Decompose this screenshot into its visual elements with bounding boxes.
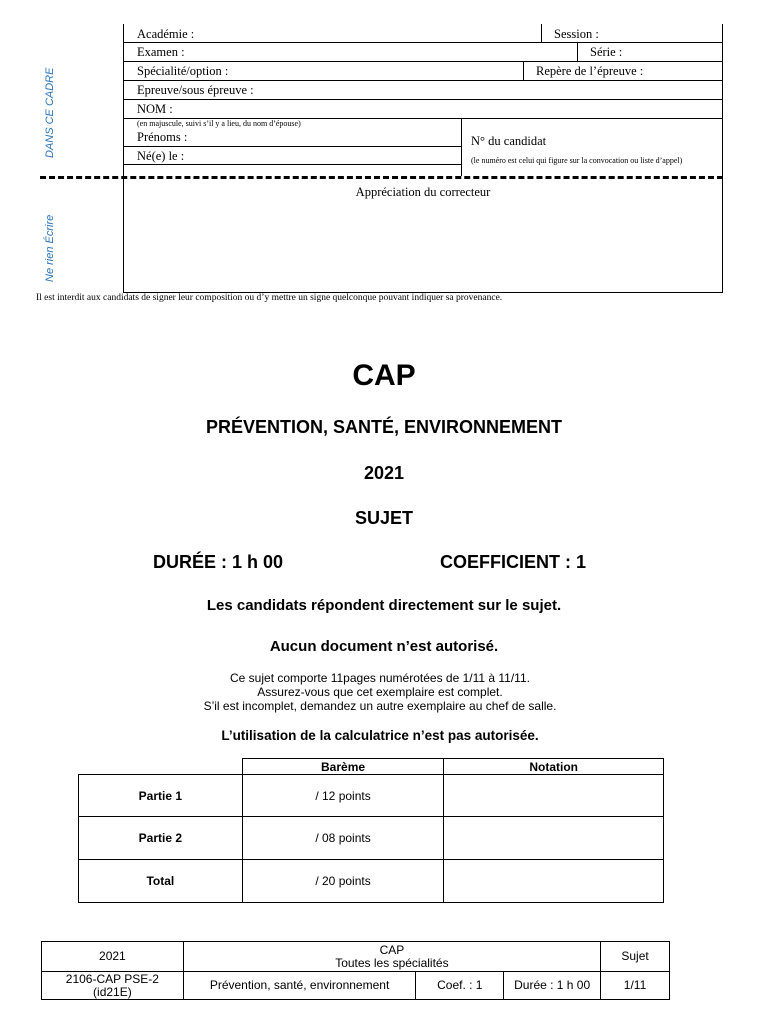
row-notation[interactable] [444,775,664,817]
footer-sujet: Sujet [601,942,670,972]
footer-table [41,941,670,1000]
table-row [79,860,664,903]
row-label: Total [79,860,243,903]
prenoms-label: Prénoms : [137,130,188,144]
footer-duree: Durée : 1 h 00 [504,972,601,1000]
pages-info [0,671,760,713]
academie-label: Académie : [137,27,195,41]
nom-note: (en majuscule, suivi s’il y a lieu, du nom d’épouse) [137,119,301,128]
calculator-notice: L’utilisation de la calculatrice n’est pas autorisée. [221,728,539,743]
grading-header-bareme: Barème [242,759,444,775]
duree-label: DURÉE : 1 h 00 [153,552,284,572]
row-bareme: / 12 points [242,775,444,817]
footer-code [42,972,184,1000]
sujet-title: SUJET [354,508,414,528]
exam-title: CAP [352,359,416,392]
grading-header-notation: Notation [444,759,664,775]
table-row [79,817,664,860]
epreuve-label: Epreuve/sous épreuve : [137,83,254,97]
pages-info-line2: Assurez-vous que cet exemplaire est complet. [257,685,503,699]
candidat-label: N° du candidat [471,134,547,148]
footer-subject: Prévention, santé, environnement [183,972,416,1000]
row-label: Partie 1 [79,775,243,817]
repere-label: Repère de l’épreuve : [536,64,644,78]
row-label: Partie 2 [79,817,243,860]
examen-label: Examen : [137,45,185,59]
warning-text: Il est interdit aux candidats de signer leur composition ou d’y mettre un signe quelconque pouvant indiquer sa provenance. [36,293,503,303]
session-label: Session : [554,27,599,41]
footer-coef: Coef. : 1 [416,972,504,1000]
subject-title: PRÉVENTION, SANTÉ, ENVIRONNEMENT [205,417,563,437]
row-notation[interactable] [444,817,664,860]
instruction-direct: Les candidats répondent directement sur le sujet. [206,597,562,614]
footer-year: 2021 [42,942,184,972]
instruction-no-document: Aucun document n’est autorisé. [269,638,499,655]
year-title: 2021 [363,463,405,483]
candidat-note: (le numéro est celui qui figure sur la convocation ou liste d’appel) [471,156,683,165]
footer-code-line1: 2106-CAP PSE-2 [65,971,159,986]
coefficient-label: COEFFICIENT : 1 [440,552,587,572]
table-row [79,775,664,817]
side-label-top: DANS CE CADRE [44,67,56,158]
footer-exam-line1: CAP [379,942,405,957]
row-bareme: / 08 points [242,817,444,860]
footer-code-line2: (id21E) [93,984,132,999]
appreciation-label: Appréciation du correcteur [355,185,491,199]
serie-label: Série : [590,45,623,59]
footer-exam [183,942,600,972]
row-bareme: / 20 points [242,860,444,903]
footer-page: 1/11 [601,972,670,1000]
grading-header-empty [79,759,243,775]
pages-info-line3: S’il est incomplet, demandez un autre exemplaire au chef de salle. [203,699,557,713]
row-notation[interactable] [444,860,664,903]
nom-label: NOM : [137,102,173,116]
pages-info-line1: Ce sujet comporte 11pages numérotées de 1/11 à 11/11. [230,671,530,685]
side-label-bottom: Ne rien Écrire [44,214,56,282]
specialite-label: Spécialité/option : [137,64,229,78]
footer-exam-line2: Toutes les spécialités [335,955,449,970]
ne-le-label: Né(e) le : [137,149,185,163]
grading-table [78,758,664,903]
